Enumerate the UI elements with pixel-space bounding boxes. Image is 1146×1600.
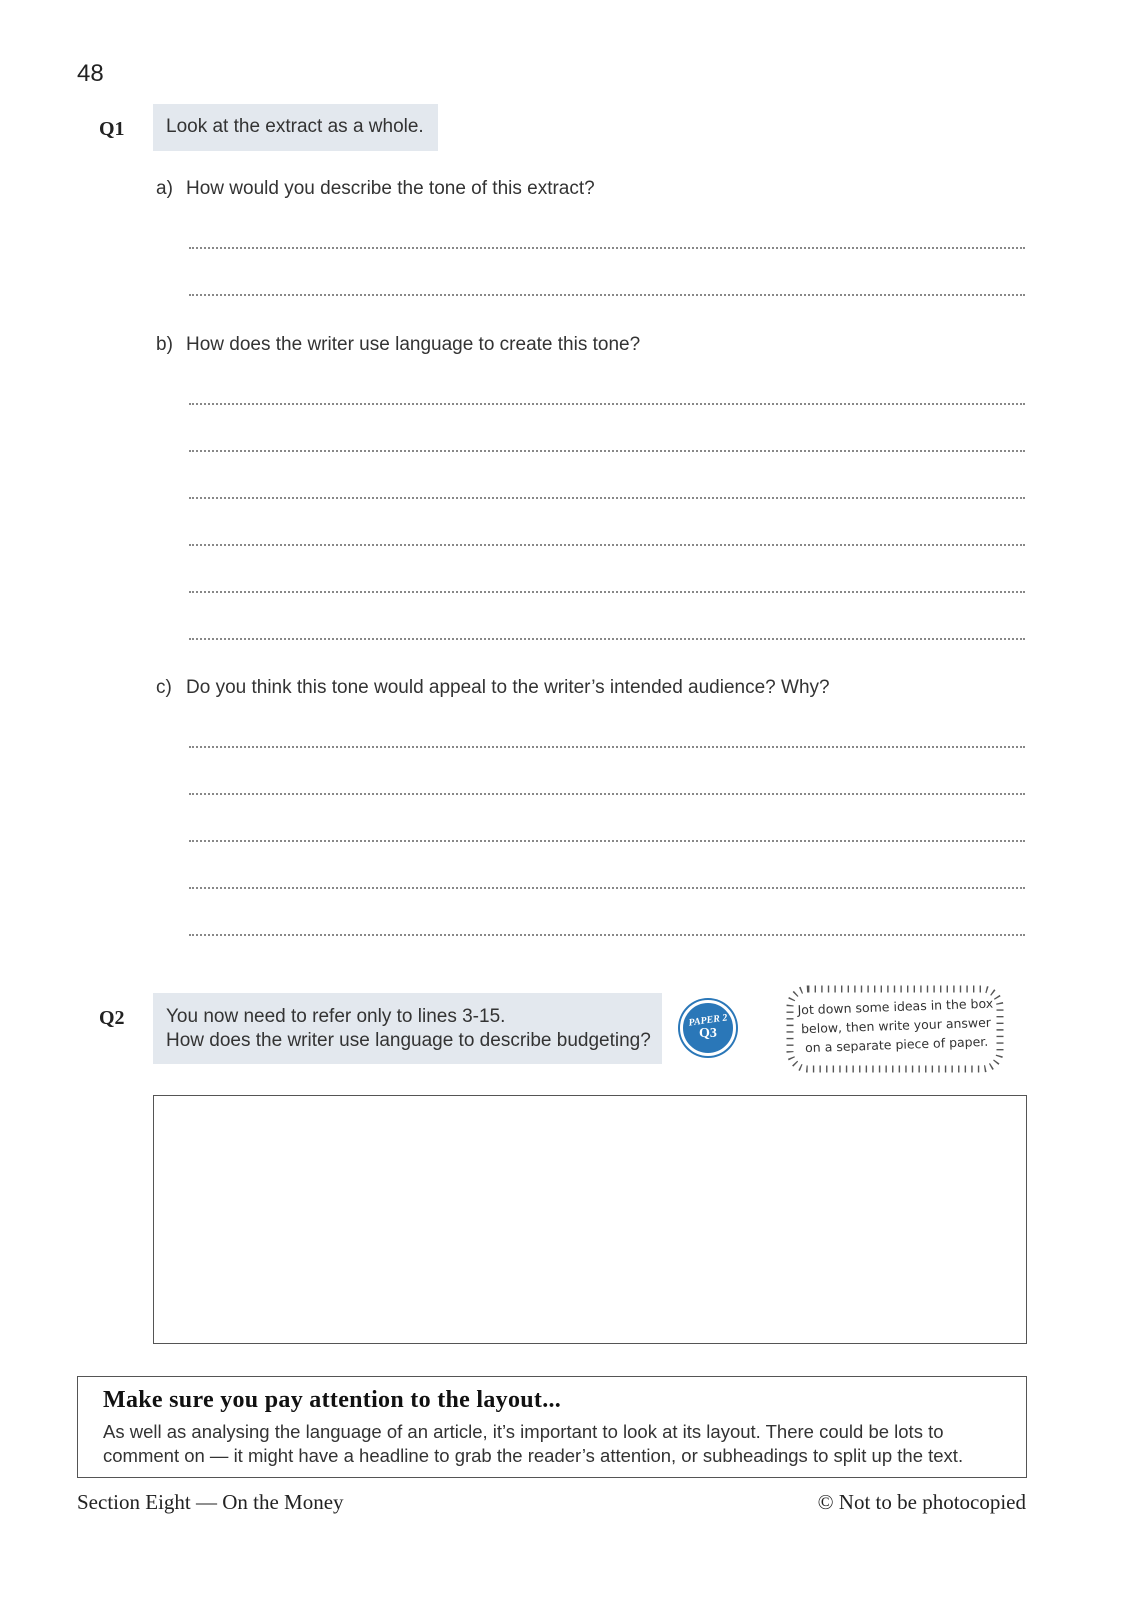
q1a-answer-line-2[interactable] [189, 294, 1025, 296]
q1a-answer-line-1[interactable] [189, 247, 1025, 249]
tip-text [797, 994, 995, 1058]
footer-copyright: © Not to be photocopied [817, 1490, 1026, 1514]
q1-prompt: Look at the extract as a whole. [153, 104, 438, 151]
q1b-letter: b) [156, 334, 173, 355]
q1b-answer-line-5[interactable] [189, 591, 1025, 593]
q1b-question [156, 334, 640, 356]
tip-line-2: below, then write your answer [800, 1014, 992, 1037]
q2-notes-box[interactable] [153, 1095, 1027, 1344]
q2-prompt [153, 993, 662, 1064]
hint-box [77, 1376, 1027, 1478]
page-number: 48 [77, 60, 104, 87]
q1c-question [156, 677, 830, 699]
q1b-answer-line-3[interactable] [189, 497, 1025, 499]
q1-label: Q1 [99, 118, 125, 140]
hint-title: Make sure you pay attention to the layout... [103, 1387, 562, 1413]
tip-line-3: on a separate piece of paper. [804, 1033, 989, 1056]
q1b-text: How does the writer use language to create this tone? [186, 334, 641, 355]
q1c-answer-line-5[interactable] [189, 934, 1025, 936]
q1c-answer-line-1[interactable] [189, 746, 1025, 748]
q1a-question [156, 178, 595, 200]
q1c-answer-line-3[interactable] [189, 840, 1025, 842]
q1b-answer-line-1[interactable] [189, 403, 1025, 405]
q1c-answer-line-2[interactable] [189, 793, 1025, 795]
tip-bubble [782, 983, 1008, 1075]
q2-prompt-line-2: How does the writer use language to describe budgeting? [166, 1030, 651, 1051]
q2-label: Q2 [99, 1007, 125, 1029]
badge-question-text: Q3 [699, 1026, 717, 1041]
footer-section: Section Eight — On the Money [77, 1490, 344, 1514]
hint-body: As well as analysing the language of an article, it’s important to look at its layout. There could be lots to comment on — it might have a headline to grab the reader’s attention, or subheadings to split up the text. [103, 1421, 964, 1466]
q1a-text: How would you describe the tone of this extract? [186, 178, 595, 199]
tip-line-1: Jot down some ideas in the box [797, 995, 994, 1018]
paper-badge [680, 1000, 736, 1056]
badge-paper-text: PAPER 2 [687, 1012, 729, 1029]
q1c-answer-line-4[interactable] [189, 887, 1025, 889]
q1b-answer-line-4[interactable] [189, 544, 1025, 546]
q1c-text: Do you think this tone would appeal to the writer’s intended audience? Why? [186, 677, 830, 698]
q1a-letter: a) [156, 178, 173, 199]
q2-prompt-line-1: You now need to refer only to lines 3-15. [166, 1006, 506, 1027]
q1b-answer-line-2[interactable] [189, 450, 1025, 452]
q1c-letter: c) [156, 677, 172, 698]
q1b-answer-line-6[interactable] [189, 638, 1025, 640]
